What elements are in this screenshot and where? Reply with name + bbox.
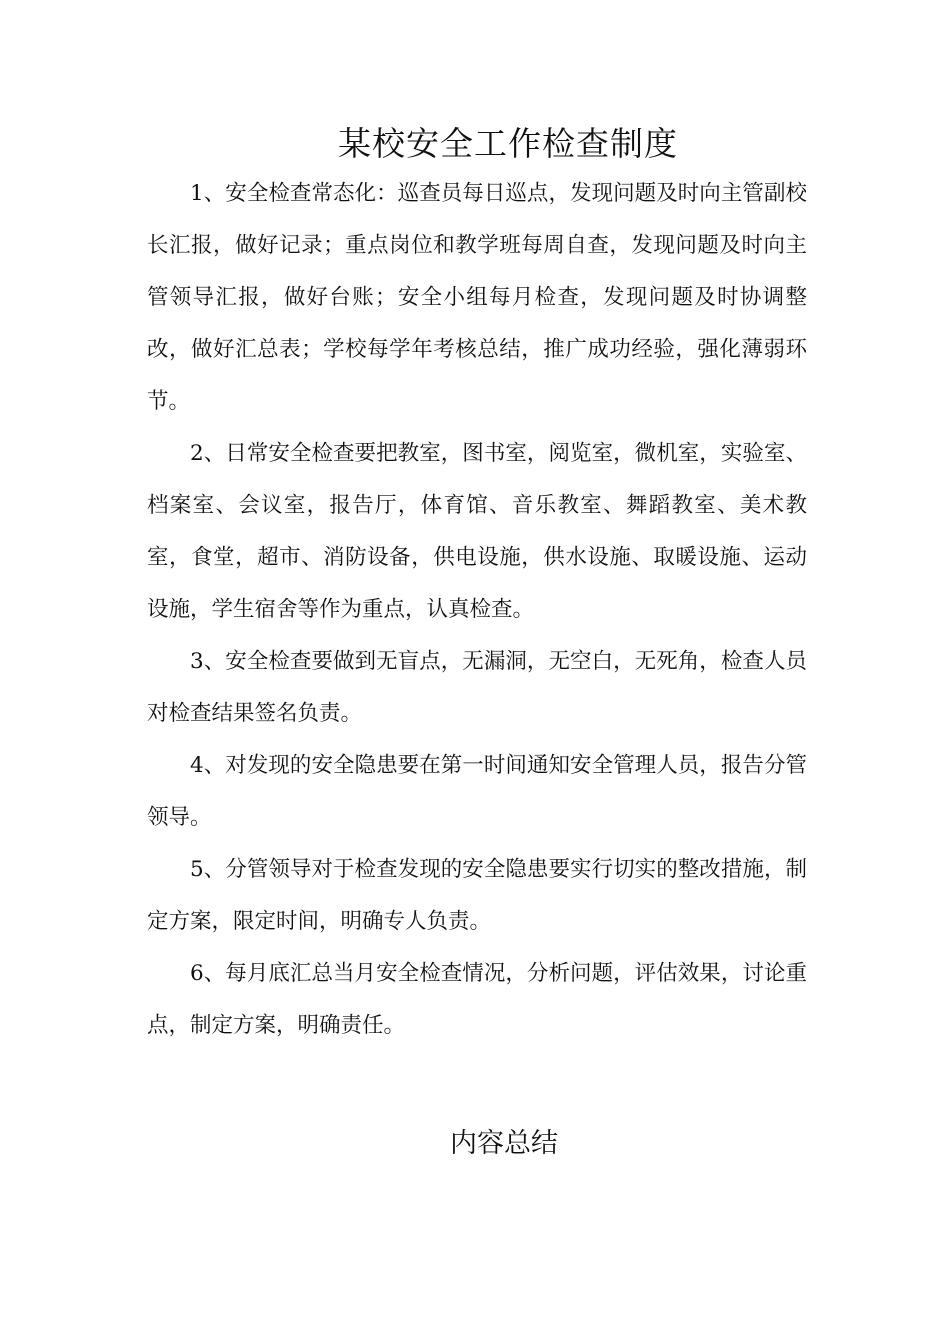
document-title: 某校安全工作检查制度 [338,124,678,163]
summary-heading: 内容总结 [450,1128,558,1159]
paragraph-3: 3、安全检查要做到无盲点，无漏洞，无空白，无死角，检查人员对检查结果签名负责。 [147,649,807,726]
paragraph-6: 6、每月底汇总当月安全检查情况，分析问题，评估效果，讨论重点，制定方案，明确责任。 [147,961,807,1038]
paragraph-1: 1、安全检查常态化：巡查员每日巡点，发现问题及时向主管副校长汇报，做好记录；重点岗位和教学班每周自查，发现问题及时向主管领导汇报，做好台账；安全小组每月检查，发现问题及时协调整改，做好汇总表；学校每学年考核总结，推广成功经验，强化薄弱环节。 [147,181,807,414]
document-body [147,168,807,1052]
paragraph-2: 2、日常安全检查要把教室，图书室，阅览室，微机室，实验室、档案室、会议室，报告厅，体育馆、音乐教室、舞蹈教室、美术教室，食堂，超市、消防设备，供电设施，供水设施、取暖设施、运动设施，学生宿舍等作为重点，认真检查。 [147,441,807,622]
paragraph-5: 5、分管领导对于检查发现的安全隐患要实行切实的整改措施，制定方案，限定时间，明确专人负责。 [147,857,807,934]
paragraph-4: 4、对发现的安全隐患要在第一时间通知安全管理人员，报告分管领导。 [147,753,807,830]
